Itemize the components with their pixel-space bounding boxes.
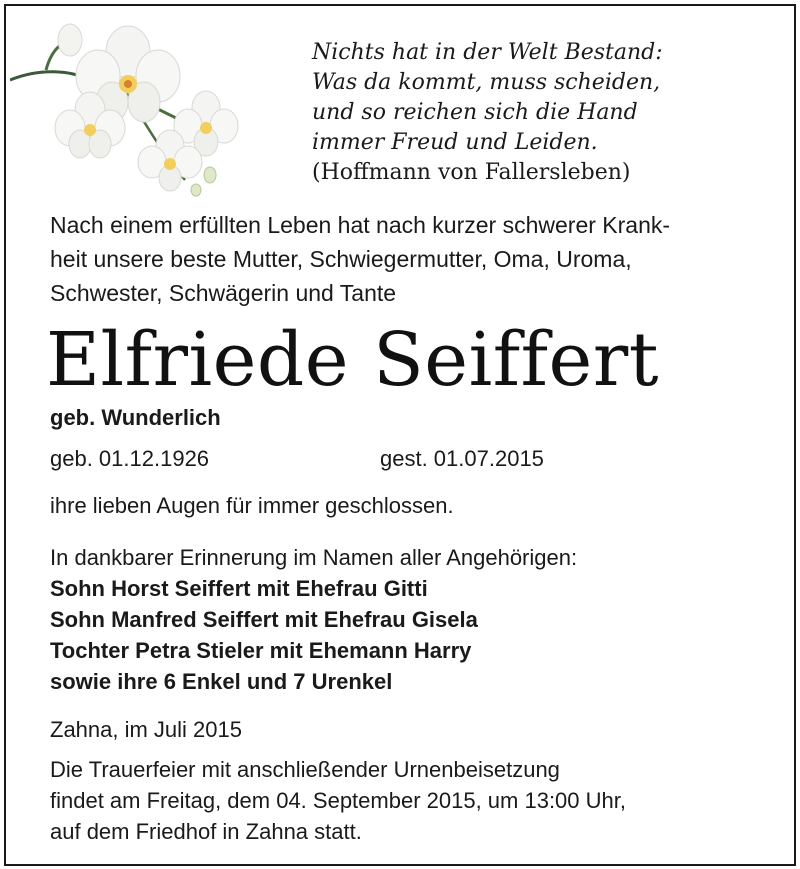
family-member: sowie ihre 6 Enkel und 7 Urenkel	[50, 669, 393, 694]
orchid-flower-icon	[10, 10, 240, 200]
intro-text	[50, 208, 770, 310]
memory-heading: In dankbarer Erinnerung im Namen aller Angehörigen:	[50, 545, 578, 570]
poem-author: (Hoffmann von Fallersleben)	[312, 160, 631, 185]
poem-line: und so reichen sich die Hand	[312, 100, 638, 125]
funeral-info	[50, 754, 770, 847]
intro-line: heit unsere beste Mutter, Schwiegermutter, Oma, Uroma,	[50, 246, 632, 272]
funeral-line: auf dem Friedhof in Zahna statt.	[50, 819, 362, 844]
family-member: Tochter Petra Stieler mit Ehemann Harry	[50, 638, 472, 663]
death-date: gest. 01.07.2015	[380, 446, 544, 471]
maiden-name: geb. Wunderlich	[50, 405, 221, 430]
poem-line: Was da kommt, muss scheiden,	[312, 70, 661, 95]
family-member: Sohn Horst Seiffert mit Ehefrau Gitti	[50, 576, 428, 601]
poem	[312, 38, 782, 188]
deceased-name: Elfriede Seiffert	[46, 317, 659, 403]
family-member: Sohn Manfred Seiffert mit Ehefrau Gisela	[50, 607, 478, 632]
memory-section	[50, 542, 770, 697]
place-date: Zahna, im Juli 2015	[50, 717, 242, 742]
obituary-frame	[4, 4, 796, 866]
poem-line: Nichts hat in der Welt Bestand:	[312, 40, 663, 65]
intro-line: Schwester, Schwägerin und Tante	[50, 280, 397, 306]
funeral-line: findet am Freitag, dem 04. September 2015, um 13:00 Uhr,	[50, 788, 626, 813]
closing-line: ihre lieben Augen für immer geschlossen.	[50, 493, 454, 518]
poem-line: immer Freud und Leiden.	[312, 130, 598, 155]
funeral-line: Die Trauerfeier mit anschließender Urnenbeisetzung	[50, 757, 560, 782]
birth-date: geb. 01.12.1926	[50, 446, 210, 471]
intro-line: Nach einem erfüllten Leben hat nach kurzer schwerer Krank-	[50, 212, 671, 238]
